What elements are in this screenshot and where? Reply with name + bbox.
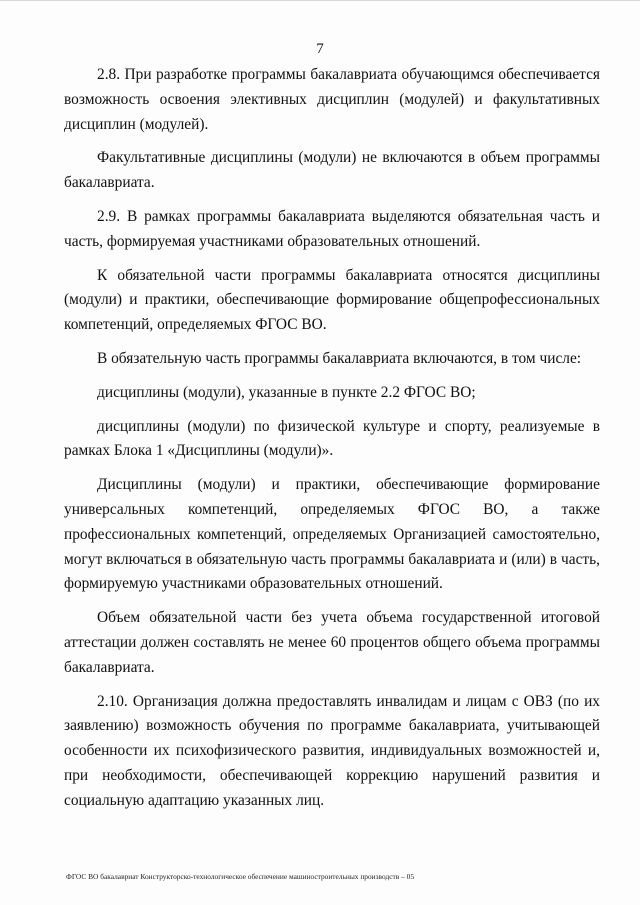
paragraph-disciplines-2-2: дисциплины (модули), указанные в пункте 2.2 ФГОС ВО; [97,383,476,401]
paragraph-2-8: 2.8. При разработке программы бакалавриата обучающимся обеспечивается возможность освоения элективных дисциплин (модулей) и факультативных дисциплин (модулей). [64,66,600,133]
paragraph-mandatory-includes: В обязательную часть программы бакалавриата включаются, в том числе: [97,349,582,367]
paragraph-competencies: Дисциплины (модули) и практики, обеспечивающие формирование универсальных компетенций, определяемых ФГОС ВО, а также профессиональных компетенций, определяемых Организацией самостоятельно, могут включаться в обязательную часть программы бакалавриата и (или) в часть, формируемую участниками образовательных отношений. [64,476,600,593]
paragraph-optional-disciplines: Факультативные дисциплины (модули) не включаются в объем программы бакалавриата. [64,149,600,192]
paragraph-physical-culture: дисциплины (модули) по физической культуре и спорту, реализуемые в рамках Блока 1 «Дисциплины (модули)». [64,417,600,460]
paragraph-2-9: 2.9. В рамках программы бакалавриата выделяются обязательная часть и часть, формируемая участниками образовательных отношений. [64,207,600,250]
paragraph-volume-60-percent: Объем обязательной части без учета объема государственной итоговой аттестации должен составлять не менее 60 процентов общего объема программы бакалавриата. [64,609,600,676]
page-number: 7 [316,41,324,57]
document-body [64,63,600,823]
paragraph-mandatory-part: К обязательной части программы бакалавриата относятся дисциплины (модули) и практики, обеспечивающие формирование общепрофессиональных компетенций, определяемых ФГОС ВО. [64,266,600,334]
page-footer: ФГОС ВО бакалавриат Конструкторско-технологическое обеспечение машиностроительных производств – 05 [66,872,415,881]
paragraph-2-10: 2.10. Организация должна предоставлять инвалидам и лицам с ОВЗ (по их заявлению) возможность обучения по программе бакалавриата, учитывающей особенности их психофизического развития, индивидуальных возможностей и, при необходимости, обеспечивающей коррекцию нарушений развития и социальную адаптацию указанных лиц. [64,692,600,809]
